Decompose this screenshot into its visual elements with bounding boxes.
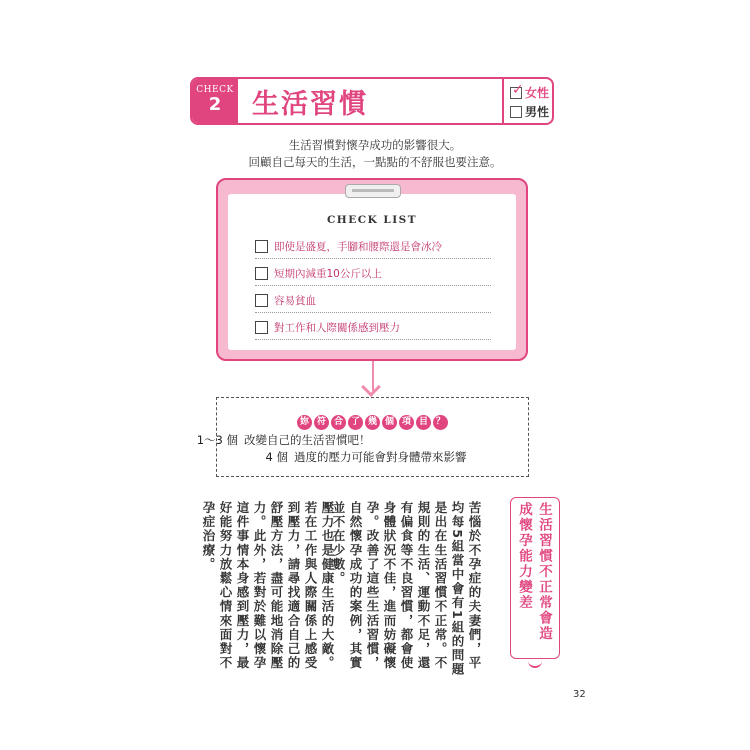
gender-male	[510, 103, 549, 120]
article-heading: 生活習慣不正常會造成懷孕能力變差	[516, 502, 552, 642]
checklist-item-text: 短期內減重10公斤以上	[274, 268, 382, 280]
page-number: 32	[573, 689, 586, 700]
page-title: 生活習慣	[252, 89, 368, 120]
gender-divider	[502, 79, 504, 123]
prompt-char: 符	[314, 415, 329, 430]
check-badge	[192, 79, 238, 123]
result-text: 改變自己的生活習慣吧！	[244, 433, 371, 447]
item-checkbox	[255, 267, 268, 280]
heading-decoration	[528, 660, 542, 668]
clip-detail	[352, 189, 394, 192]
check-label: CHECK	[196, 85, 234, 95]
article-paragraph-2: 壓力也是健康生活的大敵。若在工作與人際關係上感受到壓力，請尋找適合自己的舒壓方法，盡可能地消除壓力。此外，若對於難以懷孕這件事情本身感到壓力，最好能努力放鬆心情來面對不孕症治療。	[201, 501, 335, 671]
male-checkbox	[510, 106, 522, 118]
result-text: 過度的壓力可能會對身體帶來影響	[294, 450, 467, 464]
arrow-head-icon	[361, 377, 381, 397]
item-checkbox	[255, 240, 268, 253]
checkmark-icon: ✓	[512, 82, 524, 98]
prompt-char: 目	[416, 415, 431, 430]
intro-line-1: 生活習慣對懷孕成功的影響很大。	[288, 138, 462, 152]
female-checkbox	[510, 82, 524, 99]
checklist-item-text: 容易貧血	[274, 295, 316, 307]
checklist-item	[255, 316, 491, 340]
check-number: 2	[208, 94, 222, 115]
checklist-item	[255, 262, 491, 286]
prompt-char: 合	[331, 415, 346, 430]
checklist-item-text: 對工作和人際關係感到壓力	[274, 322, 400, 334]
gender-female	[510, 84, 549, 101]
prompt-char: 項	[399, 415, 414, 430]
checklist-item	[255, 289, 491, 313]
prompt-char: 妳	[297, 415, 312, 430]
result-range: 1～3 個	[196, 433, 238, 447]
prompt-char: 個	[382, 415, 397, 430]
checklist-item-text: 即使是盛夏，手腳和腰際還是會冰冷	[274, 241, 442, 253]
section-header	[190, 77, 554, 125]
intro-line-2: 回顧自己每天的生活，一點點的不舒服也要注意。	[248, 155, 502, 169]
prompt-char: 了	[348, 415, 363, 430]
item-checkbox	[255, 294, 268, 307]
checklist-item	[255, 235, 491, 259]
male-label: 男性	[525, 105, 550, 119]
checklist-title: CHECK LIST	[326, 214, 418, 226]
result-prompt	[216, 409, 529, 430]
item-checkbox	[255, 321, 268, 334]
article-paragraph-1: 苦惱於不孕症的夫妻們，平均每5組當中會有1組的問題是出在生活習慣不正常。不規則的生活、運動不足，還有偏食等不良習慣，都會使身體狀況不佳，進而妨礙懷孕。改善了這些生活習慣，自然懷孕成功的案例，其實並不在少數。	[331, 501, 482, 677]
result-range: 4 個	[265, 450, 288, 464]
prompt-char: 幾	[365, 415, 380, 430]
female-label: 女性	[525, 86, 550, 100]
prompt-char: ？	[433, 415, 448, 430]
